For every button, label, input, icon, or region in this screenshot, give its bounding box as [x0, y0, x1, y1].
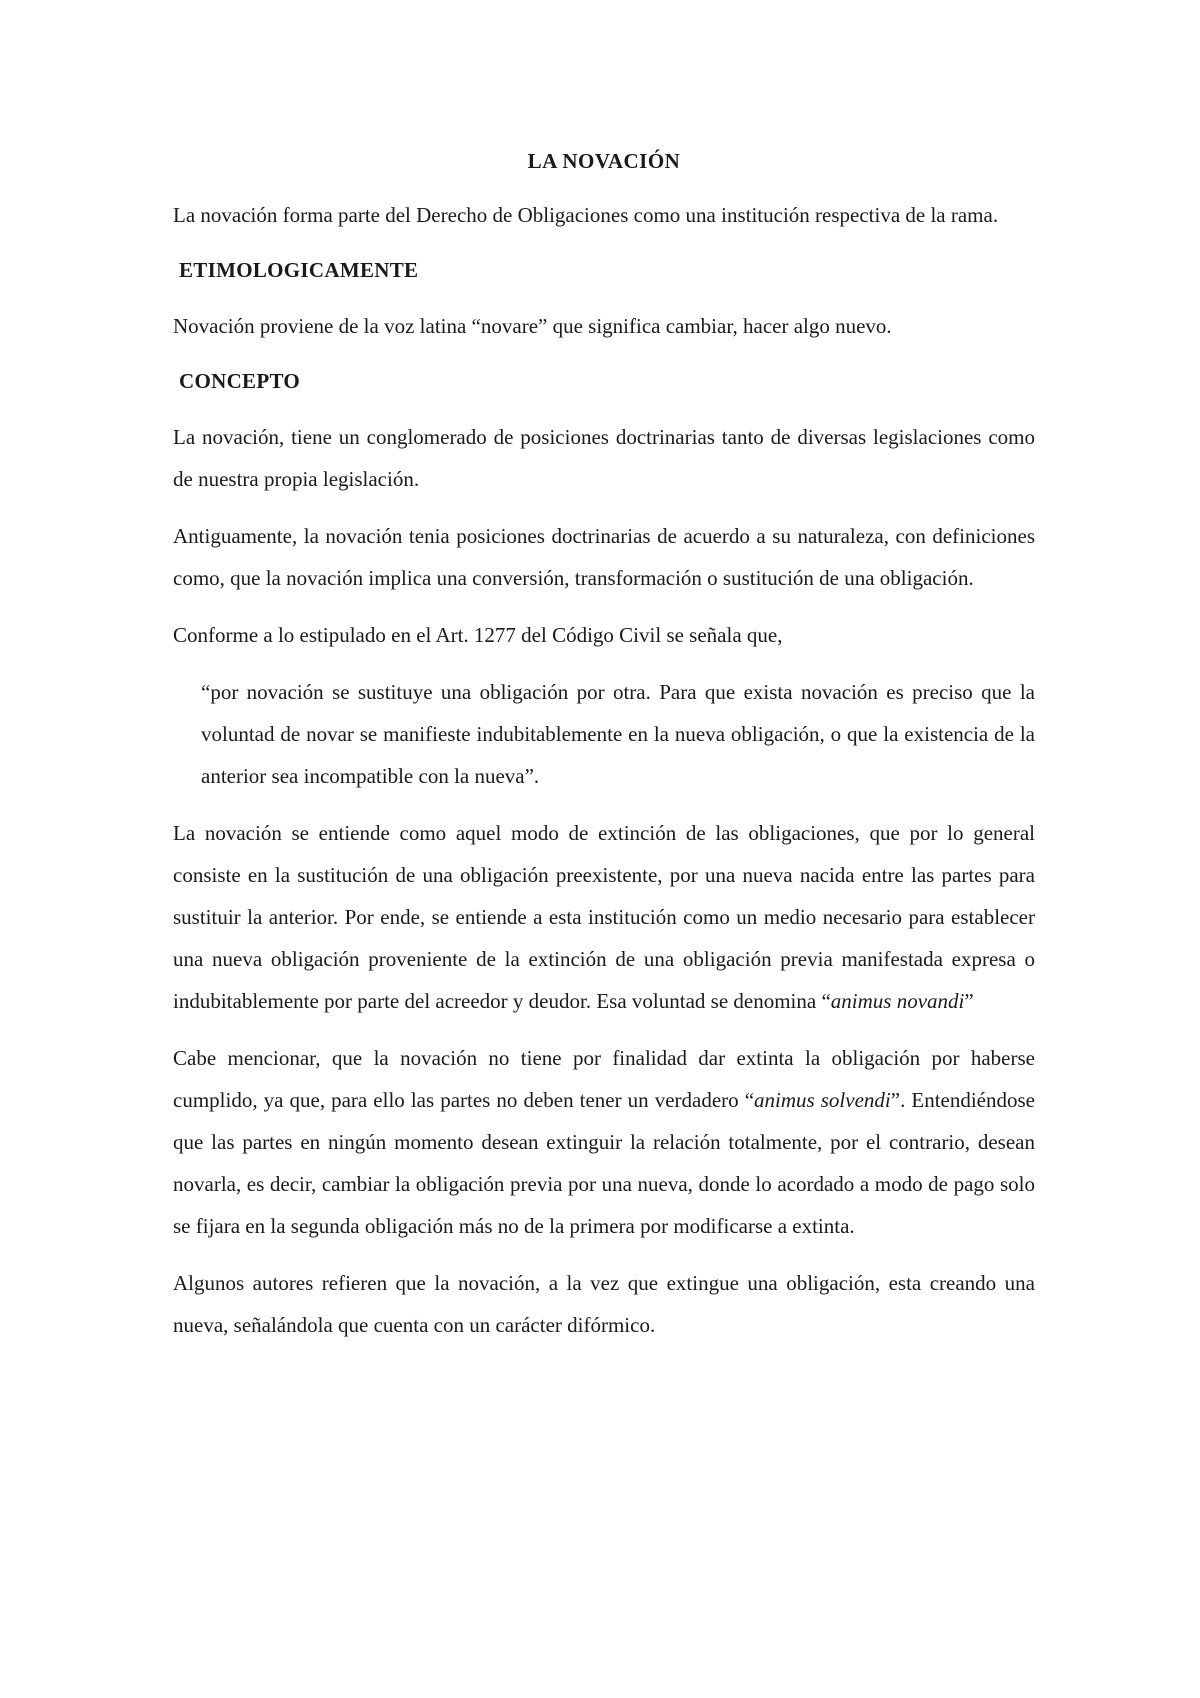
concepto-paragraph-1: La novación, tiene un conglomerado de posiciones doctrinarias tanto de diversas legislaciones como de nuestra propia legislación. — [173, 425, 1035, 491]
etimologia-heading: ETIMOLOGICAMENTE — [179, 258, 419, 282]
etimologia-paragraph: Novación proviene de la voz latina “novare” que significa cambiar, hacer algo nuevo. — [173, 314, 892, 338]
extincion-end: ” — [964, 989, 974, 1013]
concepto-paragraph-3: Conforme a lo estipulado en el Art. 1277 del Código Civil se señala que, — [173, 623, 783, 647]
autores-paragraph: Algunos autores refieren que la novación, a la vez que extingue una obligación, esta creando una nueva, señalándola que cuenta con un carácter difórmico. — [173, 1271, 1035, 1337]
document-title: LA NOVACIÓN — [527, 149, 681, 173]
concepto-paragraph-2: Antiguamente, la novación tenia posiciones doctrinarias de acuerdo a su naturaleza, con definiciones como, que la novación implica una conversión, transformación o sustitución de una obligación. — [173, 524, 1035, 590]
animus-solvendi-term: animus solvendi — [754, 1088, 891, 1112]
extincion-paragraph — [173, 812, 1035, 1022]
concepto-heading: CONCEPTO — [179, 369, 301, 393]
animus-solvendi-text: Cabe mencionar, que la novación no tiene por finalidad dar extinta la obligación por haberse cumplido, ya que, para ello las partes no deben tener un verdadero “ — [173, 1046, 1035, 1112]
intro-paragraph: La novación forma parte del Derecho de Obligaciones como una institución respectiva de la rama. — [173, 203, 999, 227]
code-quote: “por novación se sustituye una obligación por otra. Para que exista novación es preciso que la voluntad de novar se manifieste indubitablemente en la nueva obligación, o que la existencia de la anterior sea incompatible con la nueva”. — [201, 680, 1035, 788]
animus-solvendi-paragraph — [173, 1037, 1035, 1247]
document-body — [173, 140, 1035, 1361]
extincion-text: La novación se entiende como aquel modo de extinción de las obligaciones, que por lo general consiste en la sustitución de una obligación preexistente, por una nueva nacida entre las partes para sustituir la anterior. Por ende, se entiende a esta institución como un medio necesario para establecer una nueva obligación proveniente de la extinción de una obligación previa manifestada expresa o indubitablemente por parte del acreedor y deudor. Esa voluntad se denomina “ — [173, 821, 1035, 1013]
animus-solvendi-rest: ”. Entendiéndose que las partes en ningún momento desean extinguir la relación totalmente, por el contrario, desean novarla, es decir, cambiar la obligación previa por una nueva, donde lo acordado a modo de pago solo se fijara en la segunda obligación más no de la primera por modificarse a extinta. — [173, 1088, 1036, 1238]
animus-novandi-term: animus novandi — [830, 989, 965, 1013]
